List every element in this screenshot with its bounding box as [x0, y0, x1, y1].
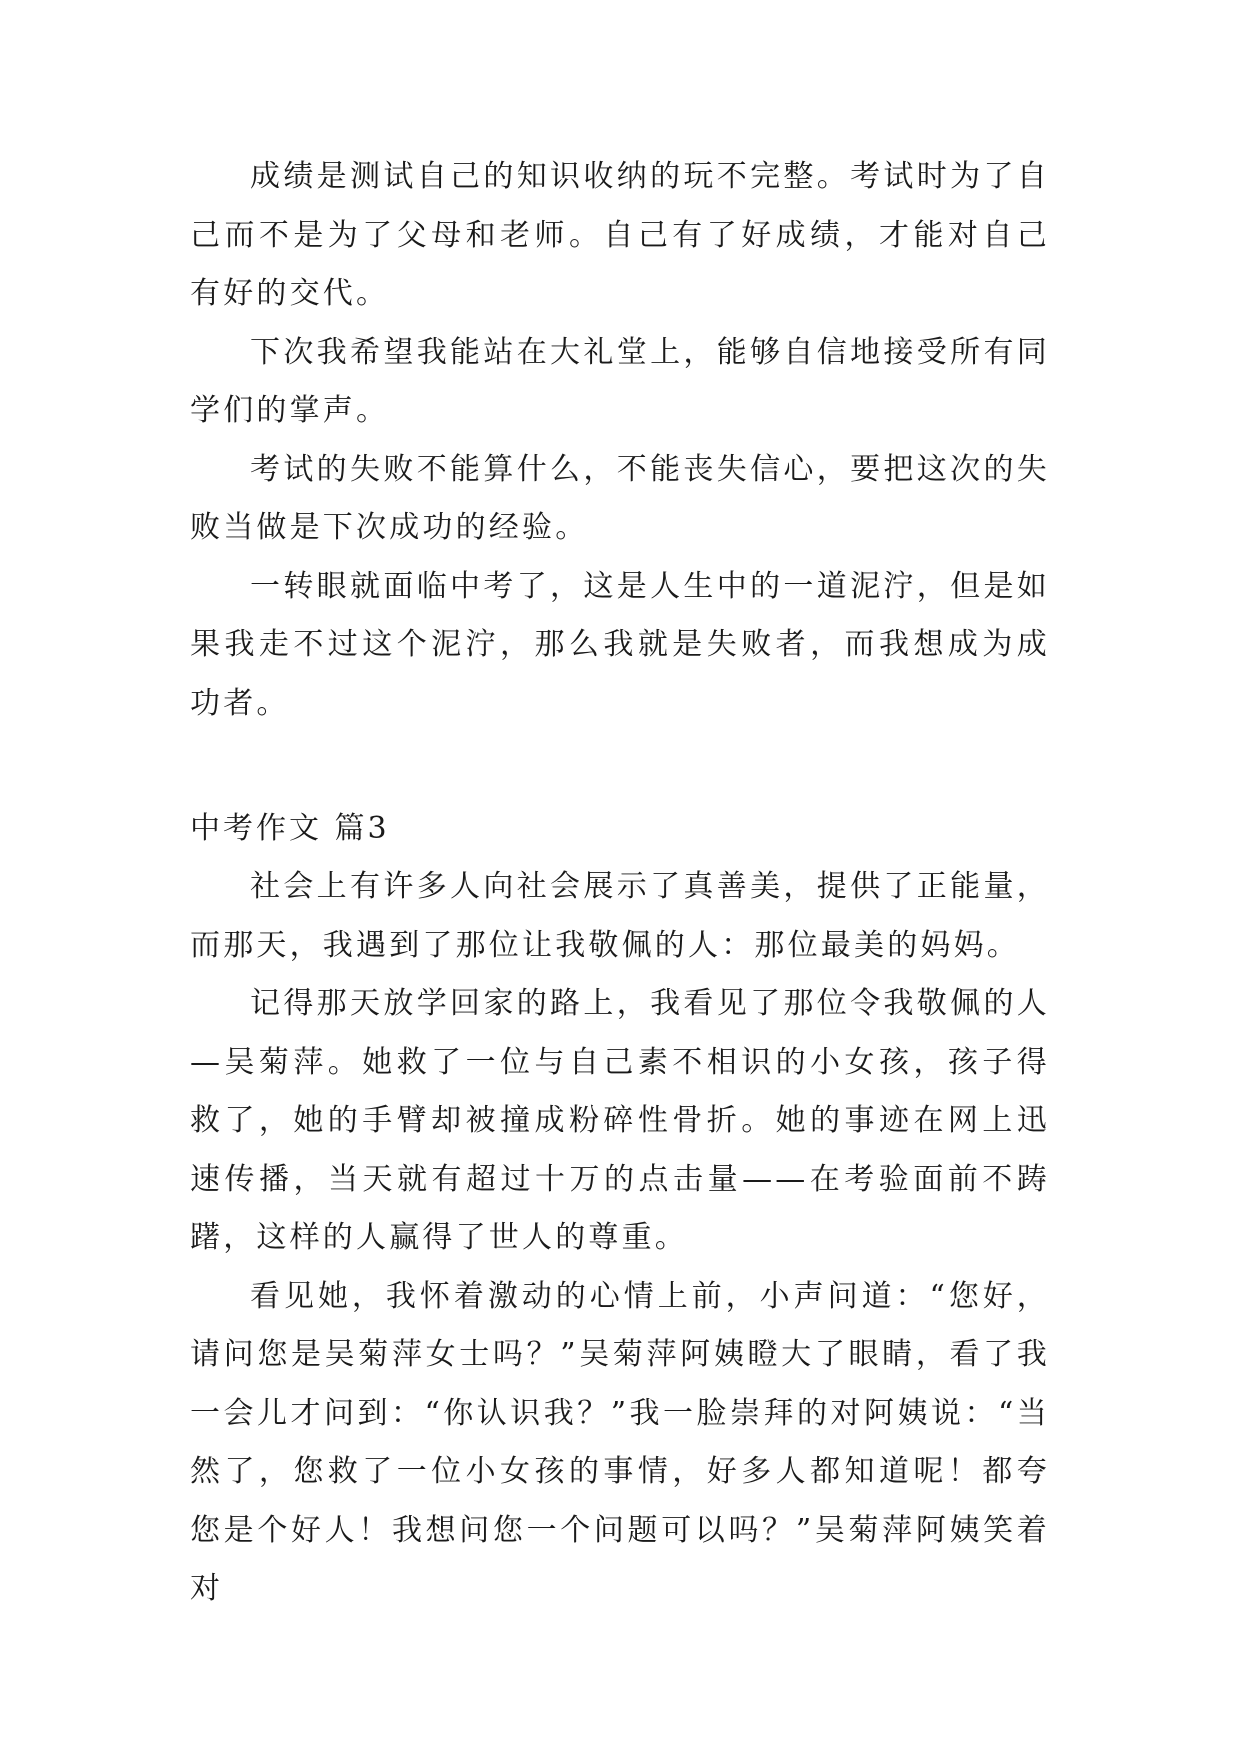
- paragraph: 看见她，我怀着激动的心情上前，小声问道：“您好，请问您是吴菊萍女士吗？”吴菊萍阿姨瞪大了眼睛，看了我一会儿才问到：“你认识我？”我一脸崇拜的对阿姨说：“当然了，您救了一位小女孩的事情，好多人都知道呢！都夸您是个好人！我想问您一个问题可以吗？”吴菊萍阿姨笑着对: [190, 1278, 1050, 1606]
- essay-heading: 中考作文 篇3: [190, 811, 390, 846]
- essay-body: [190, 858, 1050, 1619]
- paragraph: 下次我希望我能站在大礼堂上，能够自信地接受所有同学们的掌声。: [190, 334, 1050, 428]
- paragraph: 社会上有许多人向社会展示了真善美，提供了正能量，而那天，我遇到了那位让我敬佩的人：那位最美的妈妈。: [190, 869, 1050, 963]
- paragraph: 成绩是测试自己的知识收纳的玩不完整。考试时为了自己而不是为了父母和老师。自己有了好成绩，才能对自己有好的交代。: [190, 159, 1050, 311]
- paragraph: 记得那天放学回家的路上，我看见了那位令我敬佩的人—吴菊萍。她救了一位与自己素不相识的小女孩，孩子得救了，她的手臂却被撞成粉碎性骨折。她的事迹在网上迅速传播，当天就有超过十万的点击量——在考验面前不踌躇，这样的人赢得了世人的尊重。: [190, 986, 1050, 1255]
- paragraph: 考试的失败不能算什么，不能丧失信心，要把这次的失败当做是下次成功的经验。: [190, 451, 1050, 545]
- section-continued-text: [190, 148, 1050, 733]
- paragraph: 一转眼就面临中考了，这是人生中的一道泥泞，但是如果我走不过这个泥泞，那么我就是失败者，而我想成为成功者。: [190, 568, 1050, 721]
